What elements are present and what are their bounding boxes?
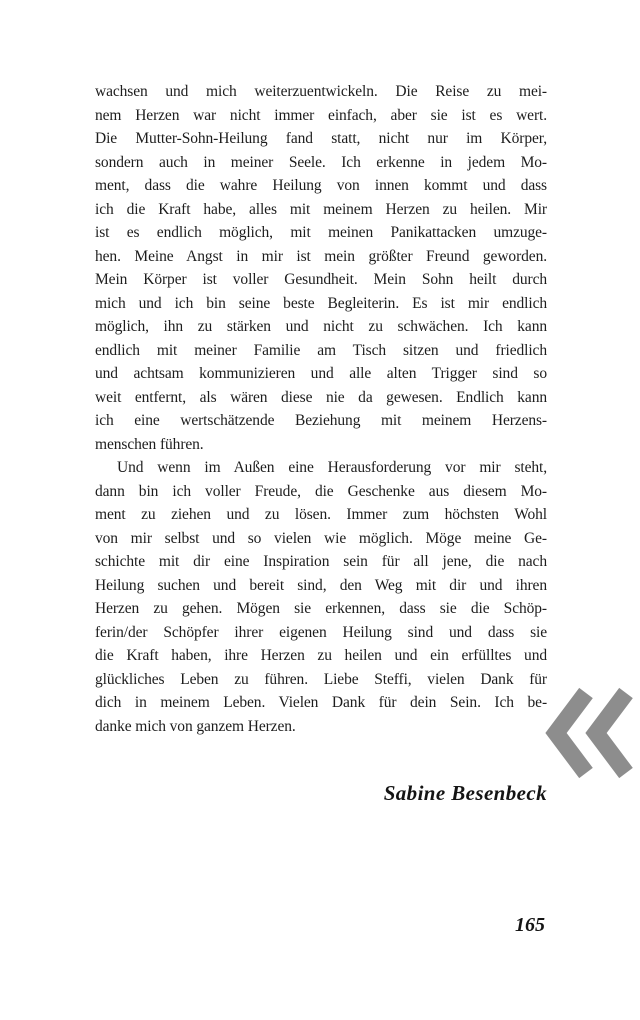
text-line: ment zu ziehen und zu lösen. Immer zum höchsten Wohl — [95, 506, 547, 523]
text-line: mich und ich bin seine beste Begleiterin. Es ist mir endlich — [95, 294, 547, 312]
text-line: ich eine wertschätzende Beziehung mit meinem Herzens- — [95, 412, 547, 429]
text-line: Und wenn im Außen eine Herausforderung vor mir steht, — [117, 459, 547, 476]
text-line: Herzen zu gehen. Mögen sie erkennen, dass sie die Schöp- — [95, 600, 547, 617]
text-line: die Kraft haben, ihre Herzen zu heilen und ein erfülltes und — [95, 647, 547, 664]
double-left-chevron-icon — [542, 687, 638, 779]
text-line: wachsen und mich weiterzuentwickeln. Die Reise zu mei- — [95, 83, 547, 100]
text-line: danke mich von ganzem Herzen. — [95, 717, 296, 735]
text-line: sondern auch in meiner Seele. Ich erkenne in jedem Mo- — [95, 153, 547, 171]
text-line: ment, dass die wahre Heilung von innen kommt und dass — [95, 177, 547, 194]
text-line: dann bin ich voller Freude, die Geschenke aus diesem Mo- — [95, 482, 547, 500]
page-number: 165 — [515, 914, 545, 936]
text-line: Die Mutter-Sohn-Heilung fand statt, nicht nur im Körper, — [95, 130, 547, 147]
text-line: ich die Kraft habe, alles mit meinem Herzen zu heilen. Mir — [95, 200, 547, 218]
text-line: dich in meinem Leben. Vielen Dank für dein Sein. Ich be- — [95, 694, 547, 711]
author-signature: Sabine Besenbeck — [383, 781, 547, 805]
chevron-left-inner — [596, 693, 626, 773]
text-line: schichte mit dir eine Inspiration sein für all jene, die nach — [95, 553, 547, 570]
text-line: Heilung suchen und bereit sind, den Weg mit dir und ihren — [95, 576, 547, 594]
text-line: weit entfernt, als wären diese nie da gewesen. Endlich kann — [95, 388, 547, 406]
body-text — [95, 80, 547, 738]
text-line: ist es endlich möglich, mit meinen Panikattacken umzuge- — [95, 224, 547, 241]
text-line: menschen führen. — [95, 435, 204, 453]
text-line: und achtsam kommunizieren und alle alten Trigger sind so — [95, 365, 547, 382]
text-line: Mein Körper ist voller Gesundheit. Mein Sohn heilt durch — [95, 271, 547, 288]
text-line: endlich mit meiner Familie am Tisch sitzen und friedlich — [95, 341, 547, 359]
text-line: glückliches Leben zu führen. Liebe Steffi, vielen Dank für — [95, 670, 547, 688]
text-line: möglich, ihn zu stärken und nicht zu schwächen. Ich kann — [95, 318, 547, 335]
text-line: ferin/der Schöpfer ihrer eigenen Heilung sind und dass sie — [95, 623, 547, 641]
chevron-left-outer — [556, 693, 586, 773]
text-line: von mir selbst und so vielen wie möglich. Möge meine Ge- — [95, 529, 547, 547]
text-line: nem Herzen war nicht immer einfach, aber sie ist es wert. — [95, 106, 547, 124]
text-line: hen. Meine Angst in mir ist mein größter Freund geworden. — [95, 247, 547, 265]
